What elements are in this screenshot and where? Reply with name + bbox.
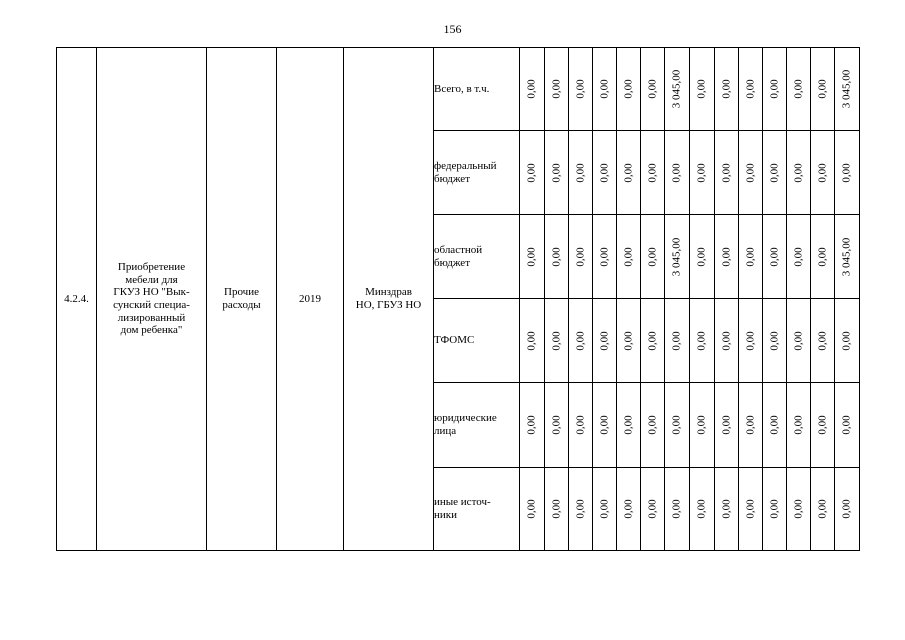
amount-value: 0,00 <box>744 162 757 183</box>
amount-cell <box>617 383 641 468</box>
amount-value: 0,00 <box>695 415 708 435</box>
amount-value: 0,00 <box>720 246 733 267</box>
amount-value: 0,00 <box>574 499 587 519</box>
text-line: расходы <box>222 299 261 311</box>
amount-cell <box>520 131 545 215</box>
amount-cell <box>787 468 811 551</box>
amount-cell <box>739 383 763 468</box>
amount-cell <box>593 468 617 551</box>
amount-value: 0,00 <box>622 330 635 351</box>
amount-value: 0,00 <box>550 246 563 267</box>
amount-cell <box>641 383 665 468</box>
item-name <box>97 48 207 551</box>
amount-value: 0,00 <box>744 415 757 435</box>
text-line: лица <box>434 425 457 437</box>
amount-value: 0,00 <box>622 162 635 183</box>
amount-cell <box>787 299 811 383</box>
amount-cell <box>569 131 593 215</box>
amount-value: 0,00 <box>525 79 538 99</box>
amount-value: 0,00 <box>670 415 683 435</box>
amount-value: 0,00 <box>768 330 781 351</box>
text-line: иные источ- <box>434 496 491 509</box>
amount-cell <box>569 299 593 383</box>
amount-cell <box>665 299 690 383</box>
amount-value: 0,00 <box>720 162 733 183</box>
amount-cell <box>787 383 811 468</box>
text-line: лизированный <box>117 311 186 324</box>
amount-cell <box>665 468 690 551</box>
amount-value: 0,00 <box>792 162 805 183</box>
text-line: НО, ГБУЗ НО <box>355 299 422 311</box>
amount-value: 0,00 <box>550 330 563 351</box>
amount-cell <box>715 215 739 299</box>
amount-value: 0,00 <box>646 79 659 99</box>
amount-cell <box>763 48 787 131</box>
amount-cell <box>690 468 715 551</box>
amount-value: 0,00 <box>816 499 829 519</box>
text-line: Минздрав <box>365 286 412 299</box>
amount-value: 0,00 <box>574 79 587 99</box>
amount-value: 0,00 <box>768 415 781 435</box>
amount-value: 0,00 <box>792 499 805 519</box>
amount-cell <box>641 215 665 299</box>
amount-cell <box>763 131 787 215</box>
text-line: дом ребенка" <box>120 324 183 337</box>
amount-value: 0,00 <box>792 330 805 351</box>
amount-value: 0,00 <box>622 79 635 99</box>
amount-cell <box>593 48 617 131</box>
amount-value: 0,00 <box>695 79 708 99</box>
amount-cell <box>763 468 787 551</box>
amount-cell <box>641 131 665 215</box>
amount-value: 0,00 <box>525 246 538 267</box>
funding-source-label <box>434 215 520 299</box>
amount-cell <box>835 48 860 131</box>
text-line: юридические <box>434 412 497 425</box>
amount-value: 0,00 <box>720 499 733 519</box>
amount-value: 0,00 <box>646 162 659 183</box>
amount-value: 3 045,00 <box>840 69 853 109</box>
amount-value: 0,00 <box>550 415 563 435</box>
amount-value: 0,00 <box>622 499 635 519</box>
amount-value: 0,00 <box>598 330 611 351</box>
amount-value: 0,00 <box>768 79 781 99</box>
amount-cell <box>665 131 690 215</box>
amount-cell <box>715 131 739 215</box>
amount-value: 0,00 <box>574 162 587 183</box>
amount-value: 0,00 <box>598 79 611 99</box>
amount-value: 0,00 <box>768 499 781 519</box>
amount-cell <box>617 48 641 131</box>
text-line: областной <box>434 243 483 256</box>
amount-value: 0,00 <box>816 246 829 267</box>
amount-value: 0,00 <box>670 499 683 519</box>
amount-cell <box>739 48 763 131</box>
amount-cell <box>520 468 545 551</box>
amount-cell <box>593 131 617 215</box>
amount-value: 0,00 <box>720 79 733 99</box>
amount-value: 0,00 <box>840 415 853 435</box>
amount-cell <box>835 215 860 299</box>
amount-cell <box>545 299 569 383</box>
amount-value: 0,00 <box>574 246 587 267</box>
amount-cell <box>811 383 835 468</box>
amount-value: 0,00 <box>550 162 563 183</box>
amount-cell <box>690 215 715 299</box>
amount-cell <box>593 215 617 299</box>
year: 2019 <box>277 48 344 551</box>
funding-source-label <box>434 48 520 131</box>
amount-cell <box>545 383 569 468</box>
amount-cell <box>641 299 665 383</box>
amount-value: 0,00 <box>744 330 757 351</box>
amount-cell <box>690 383 715 468</box>
amount-value: 0,00 <box>646 499 659 519</box>
amount-value: 3 045,00 <box>670 237 683 276</box>
amount-value: 0,00 <box>816 79 829 99</box>
amount-value: 0,00 <box>574 415 587 435</box>
amount-cell <box>569 468 593 551</box>
amount-value: 0,00 <box>598 246 611 267</box>
amount-cell <box>787 215 811 299</box>
amount-cell <box>617 299 641 383</box>
amount-cell <box>641 48 665 131</box>
executor <box>344 48 434 551</box>
amount-value: 0,00 <box>695 246 708 267</box>
amount-cell <box>690 131 715 215</box>
page-number: 156 <box>443 22 462 36</box>
amount-value: 0,00 <box>792 79 805 99</box>
expense-type <box>207 48 277 551</box>
amount-value: 0,00 <box>525 162 538 183</box>
amount-value: 0,00 <box>744 499 757 519</box>
amount-value: 0,00 <box>525 499 538 519</box>
text-line: бюджет <box>434 172 470 185</box>
amount-cell <box>593 383 617 468</box>
amount-cell <box>520 215 545 299</box>
amount-cell <box>690 299 715 383</box>
text-line: ники <box>434 509 458 521</box>
amount-value: 0,00 <box>816 415 829 435</box>
amount-value: 0,00 <box>670 162 683 183</box>
amount-cell <box>690 48 715 131</box>
amount-value: 0,00 <box>840 330 853 351</box>
amount-cell <box>835 383 860 468</box>
amount-value: 0,00 <box>525 330 538 351</box>
amount-value: 0,00 <box>840 162 853 183</box>
amount-value: 0,00 <box>816 330 829 351</box>
amount-value: 0,00 <box>598 415 611 435</box>
amount-cell <box>715 383 739 468</box>
amount-value: 0,00 <box>695 330 708 351</box>
amount-cell <box>545 468 569 551</box>
amount-cell <box>641 468 665 551</box>
amount-value: 0,00 <box>744 79 757 99</box>
amount-value: 0,00 <box>816 162 829 183</box>
amount-cell <box>617 468 641 551</box>
amount-value: 0,00 <box>598 499 611 519</box>
amount-value: 0,00 <box>720 330 733 351</box>
amount-cell <box>715 48 739 131</box>
amount-value: 0,00 <box>525 415 538 435</box>
amount-cell <box>665 215 690 299</box>
amount-cell <box>545 48 569 131</box>
funding-source-label <box>434 468 520 551</box>
text-line: ГКУЗ НО "Вык- <box>113 286 190 299</box>
amount-cell <box>520 299 545 383</box>
amount-value: 0,00 <box>768 246 781 267</box>
amount-cell <box>835 468 860 551</box>
amount-cell <box>811 48 835 131</box>
amount-cell <box>569 383 593 468</box>
amount-cell <box>617 215 641 299</box>
amount-value: 0,00 <box>646 330 659 351</box>
amount-value: 0,00 <box>550 499 563 519</box>
item-code: 4.2.4. <box>57 48 97 551</box>
amount-value: 0,00 <box>646 246 659 267</box>
amount-value: 0,00 <box>744 246 757 267</box>
amount-cell <box>739 299 763 383</box>
amount-cell <box>763 383 787 468</box>
amount-cell <box>569 48 593 131</box>
amount-value: 0,00 <box>670 330 683 351</box>
amount-cell <box>811 131 835 215</box>
table-row <box>57 48 860 131</box>
text-line: сунский специа- <box>113 299 190 311</box>
amount-cell <box>835 131 860 215</box>
amount-cell <box>545 131 569 215</box>
amount-value: 0,00 <box>598 162 611 183</box>
amount-value: 0,00 <box>768 162 781 183</box>
funding-source-label <box>434 383 520 468</box>
amount-cell <box>520 383 545 468</box>
amount-cell <box>811 468 835 551</box>
amount-value: 0,00 <box>550 79 563 99</box>
amount-cell <box>665 383 690 468</box>
amount-cell <box>811 215 835 299</box>
funding-source-label <box>434 299 520 383</box>
amount-cell <box>787 48 811 131</box>
amount-value: 0,00 <box>720 415 733 435</box>
amount-cell <box>569 215 593 299</box>
amount-cell <box>811 299 835 383</box>
amount-cell <box>545 215 569 299</box>
amount-value: 0,00 <box>622 415 635 435</box>
text-line: бюджет <box>434 256 470 269</box>
amount-cell <box>763 215 787 299</box>
amount-value: 3 045,00 <box>840 237 853 276</box>
amount-value: 0,00 <box>792 415 805 435</box>
amount-cell <box>593 299 617 383</box>
amount-cell <box>835 299 860 383</box>
text-line: Всего, в т.ч. <box>434 82 490 95</box>
amount-value: 0,00 <box>695 162 708 183</box>
amount-cell <box>763 299 787 383</box>
amount-cell <box>739 131 763 215</box>
budget-table <box>56 47 860 551</box>
text-line: Приобретение <box>117 261 186 274</box>
amount-cell <box>715 299 739 383</box>
amount-value: 3 045,00 <box>670 69 683 109</box>
amount-value: 0,00 <box>574 330 587 351</box>
amount-cell <box>715 468 739 551</box>
text-line: ТФОМС <box>434 334 475 347</box>
amount-value: 0,00 <box>646 415 659 435</box>
text-line: федеральный <box>434 159 497 172</box>
amount-cell <box>739 215 763 299</box>
funding-source-label <box>434 131 520 215</box>
text-line: мебели для <box>125 273 178 286</box>
amount-value: 0,00 <box>792 246 805 267</box>
amount-value: 0,00 <box>622 246 635 267</box>
amount-cell <box>665 48 690 131</box>
amount-cell <box>617 131 641 215</box>
text-line: Прочие <box>224 286 259 299</box>
amount-cell <box>520 48 545 131</box>
amount-value: 0,00 <box>840 499 853 519</box>
amount-cell <box>739 468 763 551</box>
amount-cell <box>787 131 811 215</box>
amount-value: 0,00 <box>695 499 708 519</box>
